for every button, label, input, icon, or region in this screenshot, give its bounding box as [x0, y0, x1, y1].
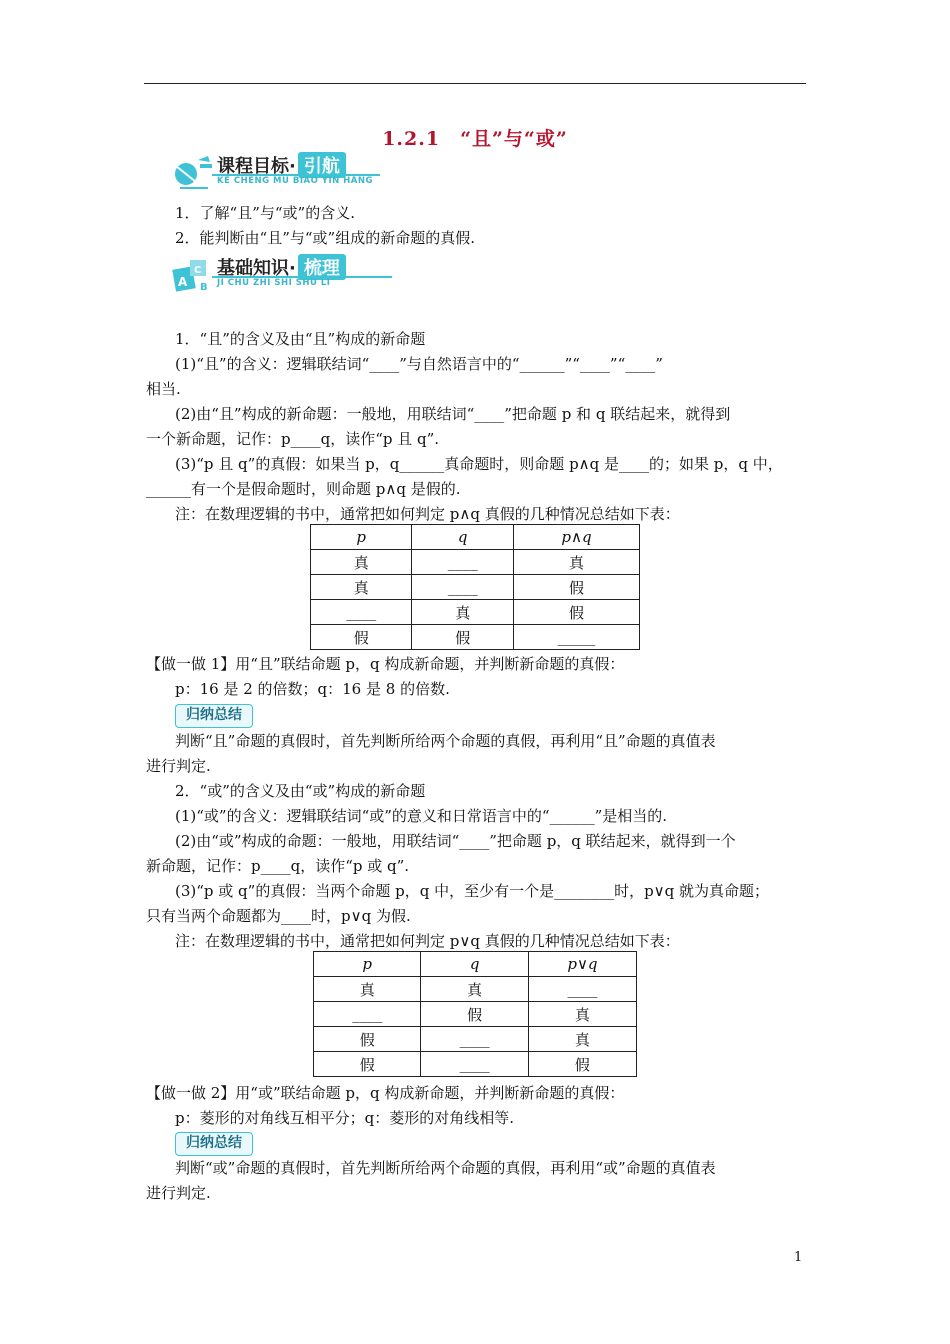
s1-line3b: ______有一个是假命题时，则命题 p∧q 是假的. — [146, 480, 461, 498]
page-title: 1.2.1 “且”与“或” — [382, 128, 568, 150]
svg-text:C: C — [194, 265, 202, 276]
s1-line3: (3)“p 且 q”的真假：如果当 p，q______真命题时，则命题 p∧q 是____的；如果 p，q 中， — [175, 455, 783, 473]
svg-text:A: A — [178, 275, 188, 289]
summary-label: 归纳总结 — [175, 1132, 253, 1156]
table-cell: 真 — [528, 1027, 636, 1052]
s1-line2: (2)由“且”构成的新命题：一般地，用联结词“____”把命题 p 和 q 联结起来，就得到 — [175, 405, 731, 423]
s2-exercise: 【做一做 2】用“或”联结命题 p，q 构成新命题，并判断新命题的真假： — [146, 1084, 625, 1102]
table-cell: 假 — [421, 1002, 528, 1027]
table-cell: ____ — [421, 1027, 528, 1052]
table-row — [311, 625, 640, 650]
s2-summary-text-cont: 进行判定. — [146, 1184, 211, 1202]
section1-heading: 1．“且”的含义及由“且”构成的新命题 — [175, 330, 426, 348]
table-cell: 真 — [513, 550, 639, 575]
or-truth-table — [313, 951, 637, 1077]
table-row — [311, 600, 640, 625]
goal-2: 2．能判断由“且”与“或”组成的新命题的真假. — [175, 229, 475, 247]
table-header-cell: p∧q — [513, 525, 639, 550]
table-cell: 假 — [513, 575, 639, 600]
table-row — [314, 1027, 637, 1052]
banner-pinyin: JI CHU ZHI SHI SHU LI — [217, 278, 331, 288]
s2-line2: (2)由“或”构成的命题：一般地，用联结词“____”把命题 p，q 联结起来，就得到一个 — [175, 832, 736, 850]
s2-line3b: 只有当两个命题都为____时，p∨q 为假. — [146, 907, 411, 925]
table-cell: 真 — [528, 1002, 636, 1027]
table-cell: ____ — [528, 977, 636, 1002]
table-header-row — [314, 952, 637, 977]
s1-exercise: 【做一做 1】用“且”联结命题 p，q 构成新命题，并判断新命题的真假： — [146, 655, 625, 673]
table-row — [314, 977, 637, 1002]
s1-note: 注：在数理逻辑的书中，通常把如何判定 p∧q 真假的几种情况总结如下表： — [175, 505, 680, 523]
table-cell: _____ — [513, 625, 639, 650]
table-row — [311, 550, 640, 575]
table-header-cell: q — [421, 952, 528, 977]
and-truth-table — [310, 524, 640, 650]
s1-exercise-propositions: p：16 是 2 的倍数；q：16 是 8 的倍数. — [175, 680, 450, 698]
abc-blocks-icon — [172, 254, 218, 294]
s1-line1b: 相当. — [146, 380, 181, 398]
s2-line1: (1)“或”的含义：逻辑联结词“或”的意义和日常语言中的“______”是相当的. — [175, 807, 668, 825]
table-header-cell: q — [412, 525, 513, 550]
table-cell: 假 — [513, 600, 639, 625]
banner-tag: 梳理 — [298, 254, 346, 280]
table-cell: 假 — [311, 625, 412, 650]
table-cell: ____ — [421, 1052, 528, 1077]
table-cell: 假 — [412, 625, 513, 650]
table-cell: 真 — [421, 977, 528, 1002]
s2-summary-text: 判断“或”命题的真假时，首先判断所给两个命题的真假，再利用“或”命题的真值表 — [175, 1159, 716, 1177]
satellite-icon — [172, 152, 218, 192]
page-number: 1 — [794, 1250, 803, 1265]
table-cell: ____ — [412, 575, 513, 600]
goal-1: 1．了解“且”与“或”的含义. — [175, 204, 355, 222]
banner-pinyin: KE CHENG MU BIAO YIN HANG — [217, 176, 373, 186]
s1-line2b: 一个新命题，记作：p____q，读作“p 且 q”. — [146, 430, 440, 448]
summary-label: 归纳总结 — [175, 704, 253, 728]
table-cell: 假 — [314, 1052, 421, 1077]
table-row — [314, 1002, 637, 1027]
s1-summary-text: 判断“且”命题的真假时，首先判断所给两个命题的真假，再利用“且”命题的真值表 — [175, 732, 716, 750]
section2-heading: 2．“或”的含义及由“或”构成的新命题 — [175, 782, 426, 800]
s1-line1: (1)“且”的含义：逻辑联结词“____”与自然语言中的“______”“____”“____” — [175, 355, 663, 373]
table-header-cell: p — [311, 525, 412, 550]
table-cell: 真 — [314, 977, 421, 1002]
banner-title: 课程目标· 引航 — [217, 152, 346, 178]
s2-line2b: 新命题，记作：p____q，读作“p 或 q”. — [146, 857, 410, 875]
s2-exercise-propositions: p：菱形的对角线互相平分；q：菱形的对角线相等. — [175, 1109, 514, 1127]
s2-note: 注：在数理逻辑的书中，通常把如何判定 p∨q 真假的几种情况总结如下表： — [175, 932, 680, 950]
svg-text:B: B — [200, 282, 208, 293]
header-rule — [144, 83, 806, 84]
banner-title: 基础知识· 梳理 — [217, 254, 346, 280]
table-row — [311, 575, 640, 600]
s2-line3: (3)“p 或 q”的真假：当两个命题 p，q 中，至少有一个是________时，p∨q 就为真命题； — [175, 882, 770, 900]
table-cell: 真 — [311, 550, 412, 575]
table-header-row — [311, 525, 640, 550]
table-cell: 假 — [528, 1052, 636, 1077]
banner-tag: 引航 — [298, 152, 346, 178]
table-cell: 真 — [311, 575, 412, 600]
table-header-cell: p∨q — [528, 952, 636, 977]
table-header-cell: p — [314, 952, 421, 977]
table-cell: 真 — [412, 600, 513, 625]
table-cell: 假 — [314, 1027, 421, 1052]
table-cell: ____ — [311, 600, 412, 625]
table-cell: ____ — [412, 550, 513, 575]
table-cell: ____ — [314, 1002, 421, 1027]
table-row — [314, 1052, 637, 1077]
s1-summary-text-cont: 进行判定. — [146, 757, 211, 775]
